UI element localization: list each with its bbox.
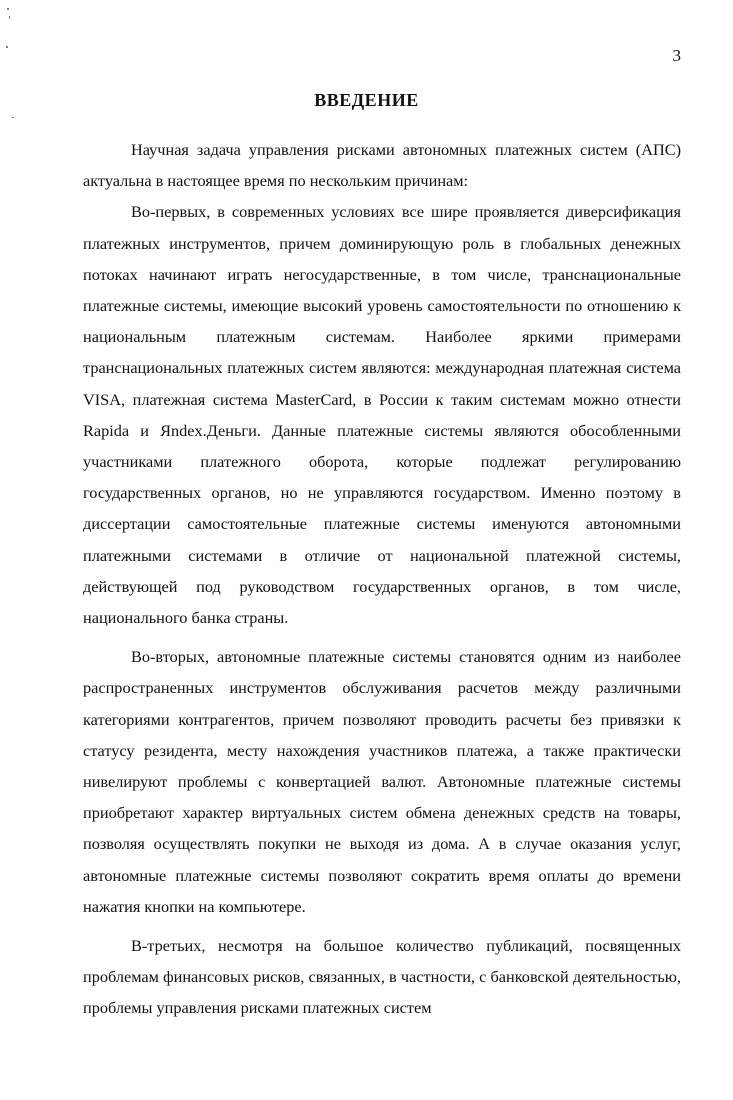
paragraph-intro: Научная задача управления рисками автономных платежных систем (АПС) актуальна в настоящее время по нескольким причинам:: [83, 140, 681, 191]
page-title: ВВЕДЕНИЕ: [314, 90, 419, 110]
paragraph-second: Во-вторых, автономные платежные системы становятся одним из наиболее распространенных инструментов обслуживания расчетов между различными категориями контрагентов, причем позволяют проводить расчеты без привязки к статусу резидента, месту нахождения участников платежа, а также практически нивелируют проблемы с конвертацией валют. Автономные платежные системы приобретают характер виртуальных систем обмена денежных средств на товары, позволяя осуществлять покупки не выходя из дома. А в случае оказания услуг, автономные платежные системы позволяют сократить время оплаты до времени нажатия кнопки на компьютере.: [83, 647, 681, 916]
body-text: [83, 134, 681, 1024]
scan-speck: [7, 8, 9, 10]
scan-speck: [9, 16, 10, 19]
paragraph-first: Во-первых, в современных условиях все шире проявляется диверсификация платежных инструментов, причем доминирующую роль в глобальных денежных потоках начинают играть негосударственные, в том числе, транснациональные платежные системы, имеющие высокий уровень самостоятельности по отношению к национальным платежным системам. Наиболее яркими примерами транснациональных платежных систем являются: международная платежная система VISA, платежная система MasterCard, в России к таким системам можно отнести Rapida и Яndex.Деньги. Данные платежные системы являются обособленными участниками платежного оборота, которые подлежат регулированию государственных органов, но не управляются государством. Именно поэтому в диссертации самостоятельные платежные системы именуются автономными платежными системами в отличие от национальной платежной системы, действующей под руководством государственных органов, в том числе, национального банка страны.: [83, 202, 681, 628]
page-number: 3: [672, 46, 681, 65]
scan-speck: [12, 117, 14, 118]
scan-speck: [6, 46, 8, 48]
paragraph-third: В-третьих, несмотря на большое количество публикаций, посвященных проблемам финансовых рисков, связанных, в частности, с банковской деятельностью, проблемы управления рисками платежных систем: [83, 936, 681, 1018]
